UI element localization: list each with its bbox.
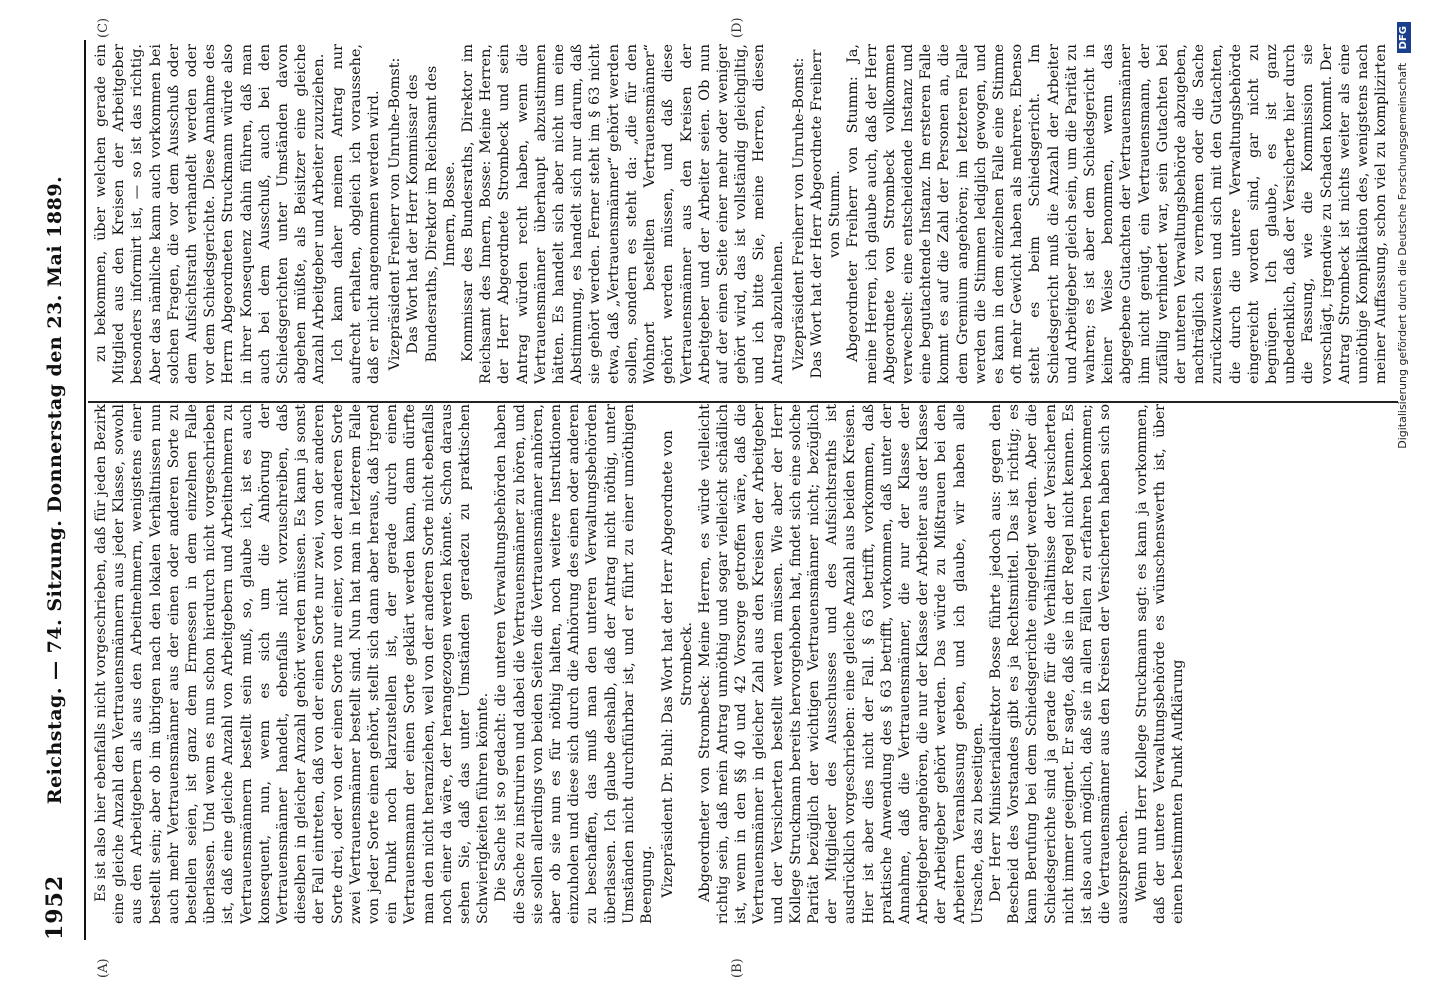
- text-paragraph: zu bekommen, über welchen gerade ein Mitglied aus den Kreisen der Arbeitgeber besonders informirt ist, — so ist das richtig. Aber das nämliche kann auch vorkommen bei solchen Fragen, die vor dem Ausschuß oder dem Aufsichtsrath verhandelt werden oder vor dem Schiedsgerichte. Diese Annahme des Herrn Abgeordneten Struckmann würde also in ihrer Konsequenz dahin führen, daß man auch bei dem Ausschuß, auch bei den Schiedsgerichten unter Umständen davon abgehen müßte, als Beisitzer eine gleiche Anzahl Arbeitgeber und Arbeiter zuzuziehen.: [93, 44, 328, 384]
- text-column-left: [92, 404, 1392, 924]
- page-header: [42, 40, 76, 940]
- page-number: 1952: [42, 874, 68, 940]
- credit-text: Digitalisierung gefördert durch die Deutsche Forschungsgemeinschaft: [1396, 62, 1409, 449]
- text-paragraph: Kommissar des Bundesraths, Direktor im Reichsamt des Innern, Bosse: Meine Herren, der Herr Abgeordnete Strombeck und sein Antrag würden recht haben, wenn die Vertrauensmänner überhaupt abzustimmen hätten. Es handelt sich aber nicht um eine Abstimmung, es handelt sich nur darum, daß sie gehört werden. Ferner steht im § 63 nicht etwa, daß „Vertrauensmänner“ gehört werden sollen, sondern es steht da: „die für den Wohnort bestellten Vertrauensmänner“ gehört werden müssen, und daß diese Vertrauensmänner aus den Kreisen der Arbeitgeber und der Arbeiter seien. Ob nun auf der einen Seite einer mehr oder weniger gehört wird, das ist vollständig gleichgiltig, und ich bitte Sie, meine Herren, diesen Antrag abzulehnen.: [460, 44, 786, 384]
- margin-letter-b: (B): [730, 958, 745, 978]
- margin-letter-a: (A): [96, 958, 111, 978]
- session-line: Reichstag. — 74. Sitzung. Donnerstag den 23. Mai 1889.: [44, 175, 66, 805]
- margin-letter-d: (D): [730, 17, 745, 38]
- column-rule: [88, 401, 1398, 403]
- speaker-paragraph: Vizepräsident Freiherr von Unruhe-Bomst: Das Wort hat der Herr Kommissar des Bundesraths, Direktor im Reichsamt des Innern, Bosse.: [387, 57, 458, 371]
- margin-letter-c: (C): [96, 17, 111, 38]
- text-paragraph: Abgeordneter von Strombeck: Meine Herren, es würde vielleicht richtig sein, daß mein Antrag unnöthig und sogar vielleicht schädlich ist, wenn in den §§ 40 und 42 Vorsorge getroffen wäre, daß die Vertrauensmänner in gleicher Zahl aus den Kreisen der Arbeitgeber und der Versicherten bestellt werden müssen. Wie aber der Herr Kollege Struckmann bereits hervorgehoben hat, findet sich eine solche Parität bezüglich der wichtigen Vertrauensmänner nicht; bezüglich der Mitglieder des Ausschusses und des Aufsichtsraths ist ausdrücklich vorgeschrieben: eine gleiche Anzahl aus beiden Kreisen. Hier ist aber dies nicht der Fall. § 63 betrifft, vorkommen, daß praktische Anwendung des § 63 betrifft, vorkommen, daß unter der Annahme, daß die Vertrauensmänner, die nur der Klasse der Arbeitgeber angehören, die nur der Klasse der Arbeiter aus der Klasse der Arbeitgeber gehört werden. Das würde zu Mißtrauen bei den Arbeitern Veranlassung geben, und ich glaube, wir haben alle Ursache, das zu beseitigen.: [696, 404, 986, 924]
- text-paragraph: Die Sache ist so gedacht: die unteren Verwaltungsbehörden haben die Sache zu instruiren und dabei die Vertrauensmänner zu hören, und sie sollen allerdings von beiden Seiten die Vertrauensmänner anhören, aber ob sie nun es für nöthig halten, noch weitere Instruktionen einzuholen und diese sich durch die Anhörung des einen oder anderen zu beschaffen, das muß man den unteren Verwaltungsbehörden überlassen. Ich glaube deshalb, daß der Antrag nicht nöthig, unter Umständen nicht durchführbar ist, und er führt zu einer unnöthigen Beengung.: [493, 404, 656, 924]
- text-paragraph: Abgeordneter Freiherr von Stumm: Ja, meine Herren, ich glaube auch, daß der Herr Abgeordnete von Strombeck vollkommen verwechselt: eine entscheidende Instanz und eine begutachtende Instanz. Im ersteren Falle kommt es auf die Zahl der Personen an, die dem Gremium angehören; im letzteren Falle werden die Stimmen lediglich gewogen, und es kann in dem einzelnen Falle eine Stimme oft mehr Gewicht haben als mehrere. Ebenso steht es beim Schiedsgericht. Im Schiedsgericht muß die Anzahl der Arbeiter und Arbeitgeber gleich sein, um die Parität zu wahren; es ist aber dem Schiedsgericht in keiner Weise benommen, wenn das abgegebene Gutachten der Vertrauensmänner ihm nicht genügt, ein Vertrauensmann, der zufällig verhindert war, sein Gutachten bei der unteren Verwaltungsbehörde abzugeben, nachträglich zu vernehmen oder die Sache zurückzuweisen und sich mit den Gutachten, die durch die untere Verwaltungsbehörde eingereicht worden sind, gar nicht zu begnügen. Ich glaube, es ist ganz unbedenklich, daß der Versicherte hier durch die Fassung, wie die Kommission sie vorschlägt, irgendwie zu Schaden kommt. Der Antrag Strombeck ist nichts weiter als eine unnöthige Komplikation des, wenigstens nach meiner Auffassung, schon viel zu komplizirten: [845, 44, 1390, 384]
- text-paragraph: Wenn nun Herr Kollege Struckmann sagt: es kann ja vorkommen, daß der untere Verwaltungsbehörde es wünschenswerth ist, über einen bestimmten Punkt Aufklärung: [1133, 404, 1186, 924]
- text-paragraph: Ich kann daher meinen Antrag nur aufrecht erhalten, obgleich ich voraussehe, daß er nicht angenommen werden wird.: [329, 44, 383, 384]
- text-paragraph: Es ist also hier ebenfalls nicht vorgeschrieben, daß für jeden Bezirk eine gleiche Anzahl den Vertrauensmännern aus jeder Klasse, sowohl aus den Arbeitgebern als aus den Arbeitnehmern, wenigstens einer bestellt sein; aber ob im übrigen nach den lokalen Verhältnissen nun auch mehr Vertrauensmänner aus der einen oder anderen Sorte zu bestellen seien, ist ganz dem Ermessen in dem einzelnen Falle überlassen. Und wenn es nun schon hierdurch nicht vorgeschrieben ist, daß eine gleiche Anzahl von Arbeitgebern und Arbeitnehmern zu Vertrauensmännern bestellt sein muß, so, glaube ich, ist es auch konsequent, nun, wenn es sich um die Anhörung der Vertrauensmänner handelt, ebenfalls nicht vorzuschreiben, daß dieselben in gleicher Anzahl gehört werden müssen. Es kann ja sonst der Fall eintreten, daß von der einen Sorte nur zwei, von der anderen Sorte drei, oder von der einen Sorte nur einer, von der anderen Sorte zwei Vertrauensmänner bestellt sind. Nun hat man in letzterem Falle von jeder Sorte einen gehört, stellt sich dann aber heraus, daß irgend ein Punkt noch klarzustellen ist, der gerade durch einen Vertrauensmann der einen Sorte geklärt werden kann, dann dürfte man den nicht heranziehen, weil von der anderen Sorte nicht ebenfalls noch einer da wäre, der herangezogen werden könnte. Schon daraus sehen Sie, daß das unter Umständen geradezu zu praktischen Schwierigkeiten führen könnte.: [93, 404, 492, 924]
- dfg-logo: DFG: [1397, 22, 1411, 53]
- speaker-paragraph: Vizepräsident Dr. Buhl: Das Wort hat der Herr Abgeordnete von Strombeck.: [660, 430, 695, 898]
- speaker-paragraph: Vizepräsident Freiherr von Unruhe-Bomst: Das Wort hat der Herr Abgeordnete Freiherr von Stumm.: [790, 49, 844, 379]
- header-rule: [84, 40, 86, 940]
- text-paragraph: Der Herr Ministerialdirektor Bosse führte jedoch aus: gegen den Bescheid des Vorstandes gibt es ja Rechtsmittel. Das ist richtig; es kann Berufung bei dem Schiedsgerichte eingelegt werden. Aber die Schiedsgerichte sind ja gerade für die Verhältnisse der Versicherten nicht immer geeignet. Er sagte, daß sie in der Regel nicht kennen. Es ist also auch möglich, daß sie in allen Fällen zu erfahren bekommen; die Vertrauensmänner aus den Kreisen der Versicherten haben sich so auszusprechen.: [987, 404, 1132, 924]
- digitization-credit: [1396, 22, 1412, 982]
- text-column-right: [92, 44, 1392, 384]
